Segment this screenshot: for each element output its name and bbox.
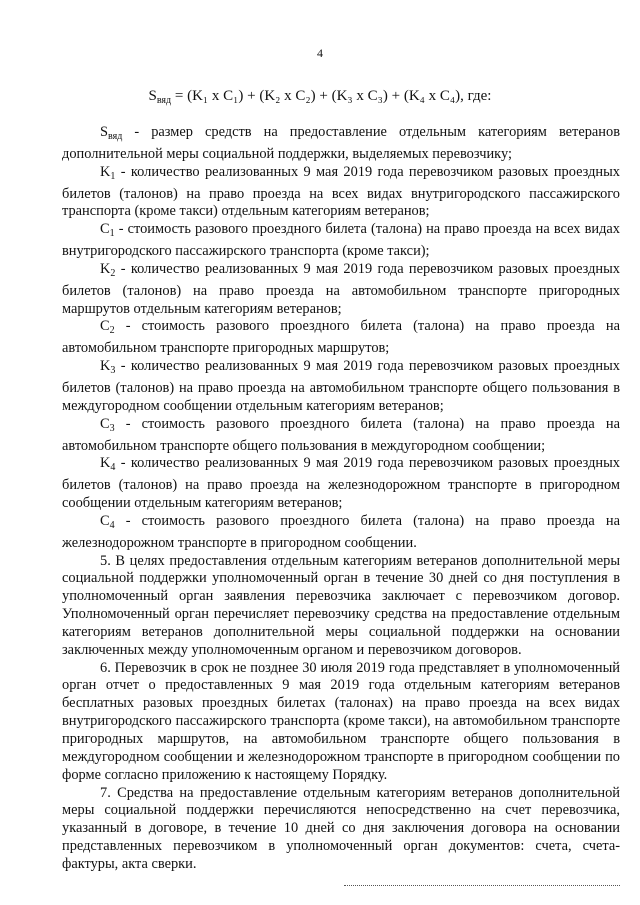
definition-k3: $K_3$ - количество реализованных 9 мая 2019 года перевозчиком разовых проездных билетов (талонов) на право проезда на автомобильном транспорте общего пользования в междугородном сообщении отдельным категориям ветеранов;: [62, 358, 620, 414]
clause-6: 6. Перевозчик в срок не позднее 30 июля 2019 года представляет в уполномоченный орган отчет о предоставленных 9 мая 2019 года отдельным категориям ветеранов бесплатных разовых проездных билетах (талонах) на право проезда на всех видах внутригородского пассажирского транспорта (кроме такси), на автомобильном транспорте пригородных маршрутов, на автомобильном транспорте общего пользования в междугородном сообщении и железнодорожном транспорте в пригородном сообщении по форме согласно приложению к настоящему Порядку.: [62, 659, 620, 783]
formula-lhs-subscript: вяд: [156, 95, 172, 106]
definition-c1: $C_1$ - стоимость разового проездного билета (талона) на право проезда на всех видах внутригородского пассажирского транспорта (кроме такси);: [62, 221, 620, 260]
definition-c4: $C_4$ - стоимость разового проездного билета (талона) на право проезда на железнодорожном транспорте в пригородном сообщении.: [62, 512, 620, 551]
document-body: [62, 124, 620, 874]
definition-k4: $K_4$ - количество реализованных 9 мая 2019 года перевозчиком разовых проездных билетов (талонов) на право проезда на железнодорожном транспорте в пригородном сообщении отдельным категориям ветеранов;: [62, 455, 620, 512]
definition-c3: $C_3$ - стоимость разового проездного билета (талона) на право проезда на автомобильном транспорте общего пользования в междугородном сообщении;: [62, 415, 620, 454]
page-number: 4: [317, 46, 323, 60]
formula-lhs: S: [148, 88, 157, 104]
clause-7: 7. Средства на предоставление отдельным категориям ветеранов дополнительной меры социальной поддержки перечисляются непосредственно на счет перевозчика, указанный в договоре, в течение 10 дней со дня заключения договора на основании представленных перевозчиком в уполномоченный орган документов: счета, счета-фактуры, акта сверки.: [62, 784, 620, 872]
formula-rhs: = (K₁ x C₁) + (K₂ x C₂) + (K₃ x C₃) + (K₄ x C₄), где:: [174, 88, 492, 104]
definition-c2: $C_2$ - стоимость разового проездного билета (талона) на право проезда на автомобильном транспорте пригородных маршрутов;: [62, 318, 620, 357]
clause-5: 5. В целях предоставления отдельным категориям ветеранов дополнительной меры социальной поддержки уполномоченный орган в течение 30 дней со дня поступления в уполномоченный орган заявления перевозчика заключает с перевозчиком договор. Уполномоченный орган перечисляет перевозчику средства на предоставление отдельным категориям ветеранов дополнительной меры социальной поддержки на основании заключенных между уполномоченным органом и перевозчиком договоров.: [62, 552, 620, 658]
definition-s: $S_{вяд}$ - размер средств на предоставление отдельным категориям ветеранов дополнительной меры социальной поддержки, выделяемых перевозчику;: [62, 124, 620, 162]
definition-k1: $K_1$ - количество реализованных 9 мая 2019 года перевозчиком разовых проездных билетов (талонов) на право проезда на всех видах внутригородского пассажирского транспорта (кроме такси) отдельным категориям ветеранов;: [62, 163, 620, 220]
definition-k2: $K_2$ - количество реализованных 9 мая 2019 года перевозчиком разовых проездных билетов (талонов) на право проезда на автомобильном транспорте пригородных маршрутов отдельным категориям ветеранов;: [62, 260, 620, 317]
footer-divider: [344, 885, 620, 886]
formula: [0, 88, 640, 106]
